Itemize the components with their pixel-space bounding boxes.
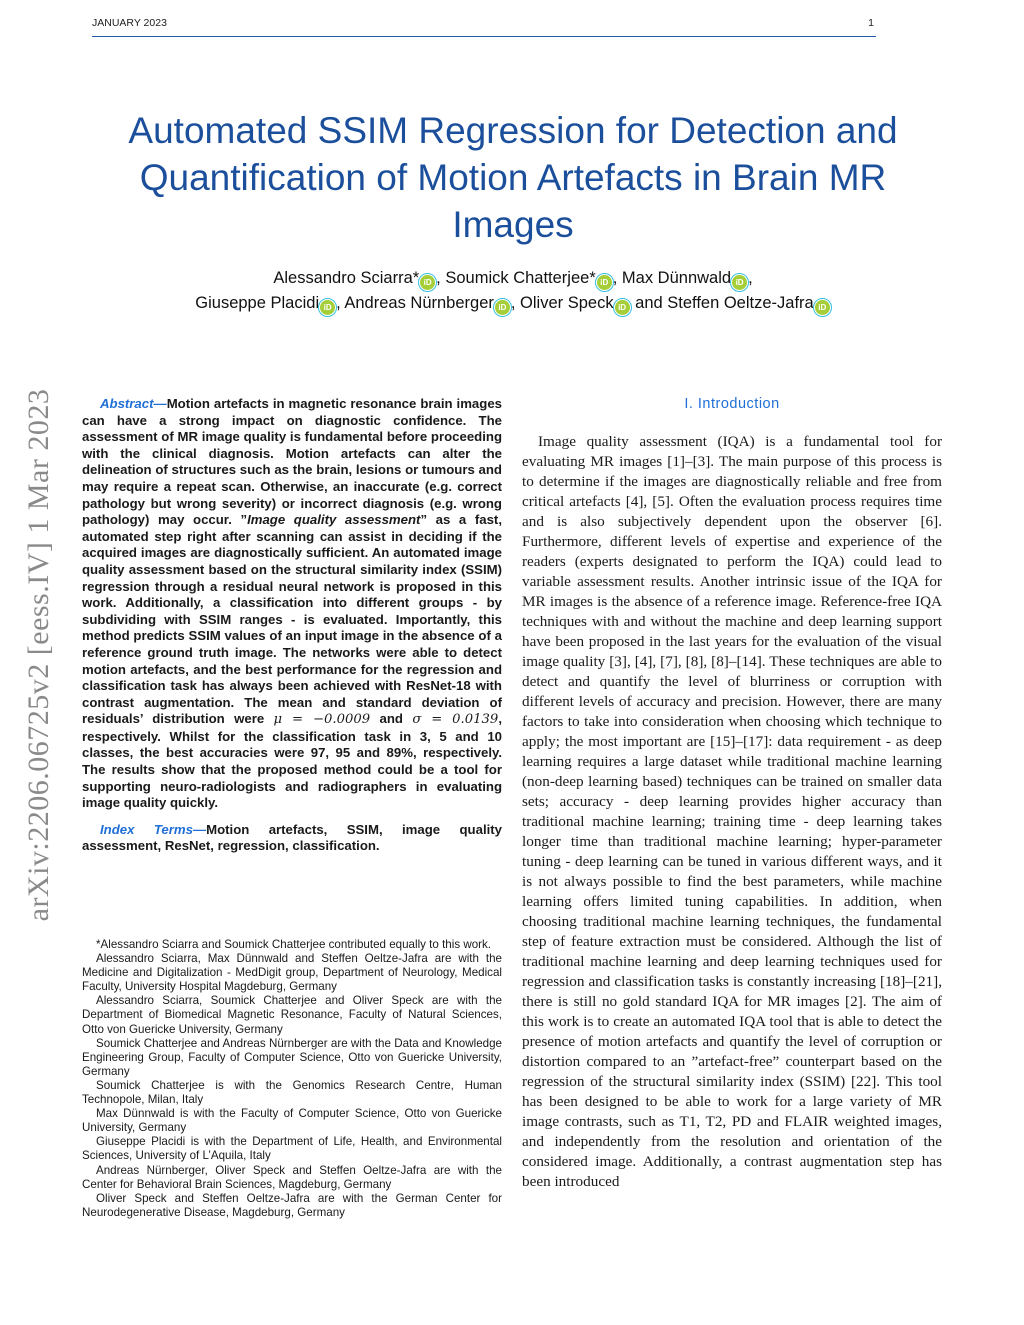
orcid-icon[interactable]: iD bbox=[615, 300, 630, 315]
footnote: Soumick Chatterjee is with the Genomics Research Centre, Human Technopole, Milan, Italy bbox=[82, 1078, 502, 1107]
orcid-icon[interactable]: iD bbox=[597, 275, 612, 290]
footnote: Soumick Chatterjee and Andreas Nürnberger are with the Data and Knowledge Engineering Group, Faculty of Computer Science, Otto von Guericke University, Germany bbox=[82, 1036, 502, 1078]
author-chatterjee: , Soumick Chatterjee* bbox=[436, 269, 596, 287]
footnote: Alessandro Sciarra, Soumick Chatterjee and Oliver Speck are with the Department of Biomedical Magnetic Resonance, Faculty of Natural Sciences, Otto von Guericke University, Germany bbox=[82, 994, 502, 1036]
introduction-text: Image quality assessment (IQA) is a fundamental tool for evaluating MR images [1]–[3]. The main purpose of this process is to determine if the images are diagnostically reliable and free from critical artefacts [4], [5]. Often the evaluation process requires time and is also subjectively dependent upon the observer [6]. Furthermore, different levels of expertise and experience of the readers (experts designated to perform the IQA) could lead to variable assessment results. Another intrinsic issue of the IQA for MR images is the absence of a reference image. Reference-free IQA techniques with and without the machine and deep learning support have been proposed in the last years for the evaluation of the visual image quality [3], [4], [7], [8], [8]–[14]. These techniques are able to detect and quantify the level of blurriness or corruption with different levels of accuracy and precision. However, there are many factors to take into consideration when choosing which technique to apply; the most important are [15]–[17]: data requirement - as deep learning requires a large dataset while traditional machine learning (non-deep learning based) techniques can be trained on smaller data sets; accuracy - deep learning provides higher accuracy than traditional machine learning; training time - deep learning takes longer time than traditional machine learning; hyper-parameter tuning - deep learning can be tuned in various different ways, and it is not always possible to find the best parameters, while machine learning offers limited tuning capabilities. In addition, when choosing traditional machine learning techniques, the fundamental step of feature extraction must be considered. Although the list of traditional machine learning and deep learning techniques used for regression and classification tasks is constantly increasing [18]–[21], there is still no gold standard IQA for MR images [2]. The aim of this work is to create an automated IQA tool that is able to detect the presence of motion artefacts and quantify the level of corruption or distortion compared to an ”artefact-free” counterpart based on the regression of the structural similarity index (SSIM) [22]. This tool has been designed to be able to work for a large variety of MR image contrasts, such as T1, T2, PD and FLAIR weighted images, and independently from the resolution and orientation of the considered image. Additionally, a contrast augmentation step has been introduced bbox=[522, 433, 942, 1190]
footnote: Alessandro Sciarra, Max Dünnwald and Steffen Oeltze-Jafra are with the Medicine and Digitalization - MedDigit group, Department of Neurology, Medical Faculty, University Hospital Magdeburg, Germany bbox=[82, 952, 502, 994]
section-heading-introduction: I. Introduction bbox=[684, 396, 780, 412]
index-terms bbox=[82, 822, 502, 855]
abstract-text-2: ” as a fast, automated step right after scanning can assist in deciding if the acquired images are diagnostically sufficient. An automated image quality assessment based on the structural similarity index (SSIM) regression through a residual neural network is proposed in this work. Additionally, a classification into different groups - by subdividing with SSIM ranges - is evaluated. Importantly, this method predicts SSIM values of an input image in the absence of a reference ground truth image. The networks were able to detect motion artefacts, and the best performance for the regression and classification task has always been achieved with ResNet-18 with contrast augmentation. The mean and standard deviation of residuals’ distribution were bbox=[82, 512, 502, 727]
author-speck: , Oliver Speck bbox=[510, 294, 614, 312]
right-column bbox=[522, 396, 942, 1192]
footnote: Max Dünnwald is with the Faculty of Computer Science, Otto von Guericke University, Germany bbox=[82, 1107, 502, 1135]
page-number: 1 bbox=[868, 17, 874, 29]
author-separator: , bbox=[748, 269, 753, 287]
orcid-icon[interactable]: iD bbox=[732, 275, 747, 290]
abstract-sigma-value: σ = 0.0139 bbox=[412, 712, 499, 728]
footnote: Oliver Speck and Steffen Oeltze-Jafra are with the German Center for Neurodegenerative Disease, Magdeburg, Germany bbox=[82, 1191, 502, 1219]
abstract-and: and bbox=[370, 711, 413, 727]
author-nurnberger: , Andreas Nürnberger bbox=[336, 294, 494, 312]
footnotes bbox=[82, 938, 502, 1220]
author-dunnwald: , Max Dünnwald bbox=[612, 269, 732, 287]
abstract-mu-value: μ = −0.0009 bbox=[273, 712, 371, 728]
abstract bbox=[82, 396, 502, 812]
index-terms-label: Index Terms— bbox=[100, 821, 207, 837]
arxiv-stamp-text: arXiv:2206.06725v2 [eess.IV] 1 Mar 2023 bbox=[22, 388, 55, 922]
footnote: Andreas Nürnberger, Oliver Speck and Steffen Oeltze-Jafra are with the Center for Behavioral Brain Sciences, Magdeburg, Germany bbox=[82, 1163, 502, 1191]
paper-title: Automated SSIM Regression for Detection and Quantification of Motion Artefacts in Brain MR Images bbox=[128, 110, 898, 245]
orcid-icon[interactable]: iD bbox=[420, 275, 435, 290]
abstract-text-3: , respectively. Whilst for the classification task in 3, 5 and 10 classes, the best accuracies were 97, 95 and 89%, respectively. The results show that the proposed method could be a tool for supporting neuro-radiologists and radiographers in evaluating image quality quickly. bbox=[82, 711, 502, 811]
footnote: *Alessandro Sciarra and Soumick Chatterjee contributed equally to this work. bbox=[96, 938, 492, 951]
author-oeltze-jafra: and Steffen Oeltze-Jafra bbox=[630, 294, 814, 312]
index-terms-text: Motion artefacts, SSIM, image quality assessment, ResNet, regression, classification. bbox=[82, 821, 502, 854]
author-placidi: Giuseppe Placidi bbox=[195, 294, 320, 312]
header-date: JANUARY 2023 bbox=[92, 17, 167, 29]
abstract-italic-phrase: Image quality assessment bbox=[247, 512, 421, 528]
orcid-icon[interactable]: iD bbox=[320, 300, 335, 315]
running-header bbox=[92, 14, 876, 37]
footnote: Giuseppe Placidi is with the Department of Life, Health, and Environmental Sciences, University of L’Aquila, Italy bbox=[82, 1135, 502, 1163]
left-column bbox=[82, 396, 502, 855]
abstract-text-1: Motion artefacts in magnetic resonance brain images can have a strong impact on diagnostic confidence. The assessment of MR image quality is fundamental before proceeding with the clinical diagnosis. Motion artefacts can alter the delineation of structures such as the brain, lesions or tumours and may require a repeat scan. Otherwise, an inaccurate (e.g. correct pathology but wrong severity) or incorrect diagnosis (e.g. wrong pathology) may occur. ” bbox=[82, 396, 502, 528]
orcid-icon[interactable]: iD bbox=[815, 300, 830, 315]
orcid-icon[interactable]: iD bbox=[495, 300, 510, 315]
author-sciarra: Alessandro Sciarra* bbox=[273, 269, 420, 287]
arxiv-stamp bbox=[14, 360, 64, 950]
author-list bbox=[90, 266, 936, 316]
abstract-label: Abstract— bbox=[100, 396, 167, 411]
